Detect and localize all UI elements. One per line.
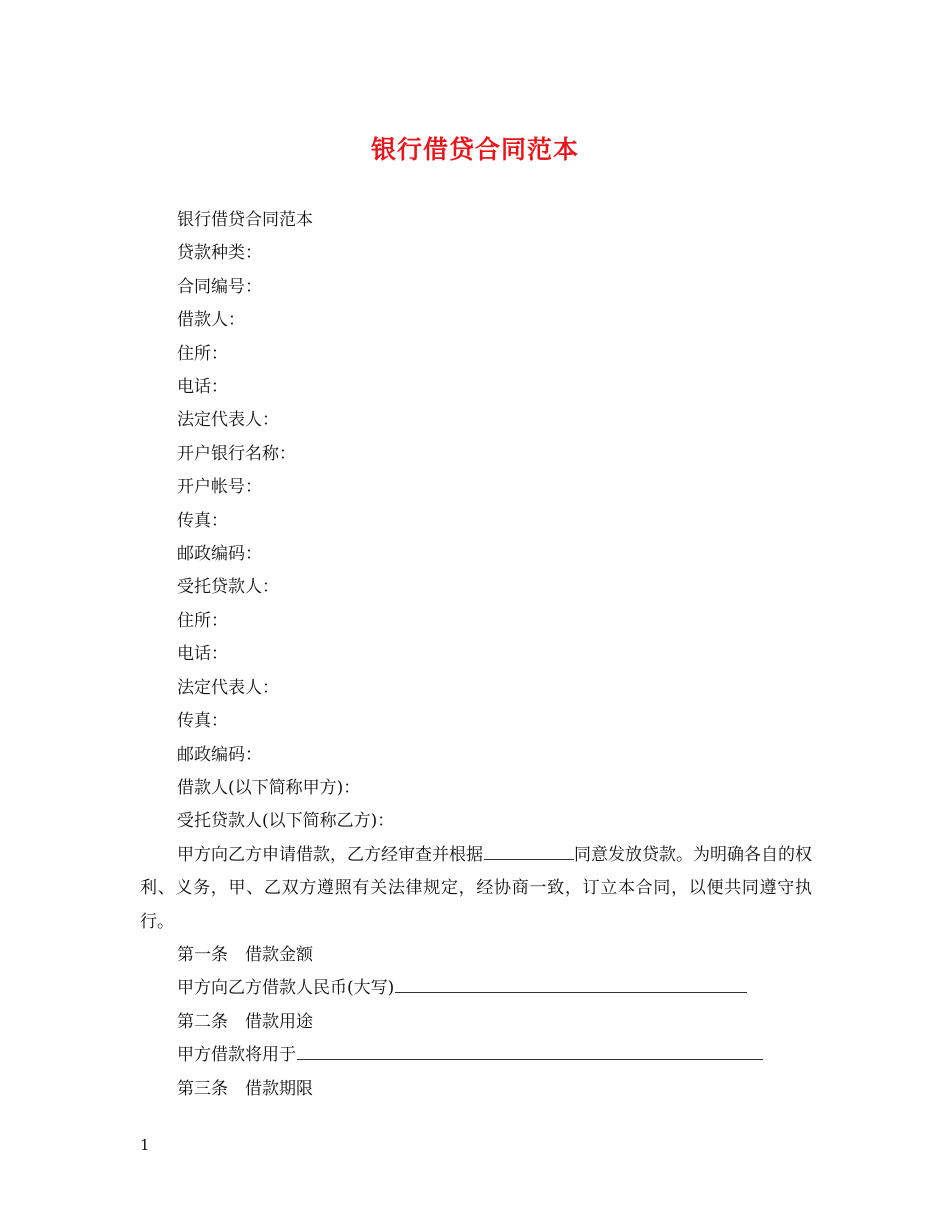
intro-text-before: 甲方向乙方申请借款，乙方经审查并根据 xyxy=(177,844,483,865)
field-borrower-address: 住所： xyxy=(177,343,228,364)
article-1-text-line xyxy=(140,972,812,1005)
basis-blank xyxy=(484,842,574,860)
field-account-number: 开户帐号： xyxy=(177,477,262,498)
field-borrower-phone: 电话： xyxy=(177,377,228,398)
document-title: 银行借贷合同范本 xyxy=(370,135,579,164)
field-lender-phone: 电话： xyxy=(177,644,228,665)
field-borrower-legal-rep: 法定代表人： xyxy=(177,410,279,431)
intro-paragraph xyxy=(140,839,812,939)
article-1-text: 甲方向乙方借款人民币(大写) xyxy=(177,978,395,999)
field-borrower-fax: 传真： xyxy=(177,510,228,531)
field-borrower: 借款人： xyxy=(177,310,245,331)
article-2-text: 甲方借款将用于 xyxy=(177,1045,296,1066)
field-lender-fax: 传真： xyxy=(177,711,228,732)
article-3-heading: 第三条 借款期限 xyxy=(177,1078,313,1099)
field-bank-name: 开户银行名称： xyxy=(177,443,296,464)
party-b-definition: 受托贷款人(以下简称乙方)： xyxy=(177,811,395,832)
document-body xyxy=(140,204,812,1106)
party-a-definition: 借款人(以下简称甲方)： xyxy=(177,777,361,798)
field-loan-type: 贷款种类： xyxy=(177,243,262,264)
purpose-blank xyxy=(297,1042,763,1060)
field-lender-legal-rep: 法定代表人： xyxy=(177,677,279,698)
field-lender-address: 住所： xyxy=(177,610,228,631)
field-borrower-postcode: 邮政编码： xyxy=(177,544,262,565)
article-2-text-line xyxy=(140,1039,812,1072)
article-1-heading: 第一条 借款金额 xyxy=(177,944,313,965)
amount-blank xyxy=(395,975,747,993)
field-lender: 受托贷款人： xyxy=(177,577,279,598)
article-2-heading: 第二条 借款用途 xyxy=(177,1011,313,1032)
page-number: 1 xyxy=(140,1136,150,1154)
intro-text-after: 同意发放贷款。为明确各自的权利、义务，甲、乙双方遵照有关法律规定，经协商一致，订立本合同，以便共同遵守执行。 xyxy=(140,844,812,932)
field-contract-number: 合同编号： xyxy=(177,276,262,297)
field-lender-postcode: 邮政编码： xyxy=(177,744,262,765)
subtitle-line: 银行借贷合同范本 xyxy=(177,210,313,230)
